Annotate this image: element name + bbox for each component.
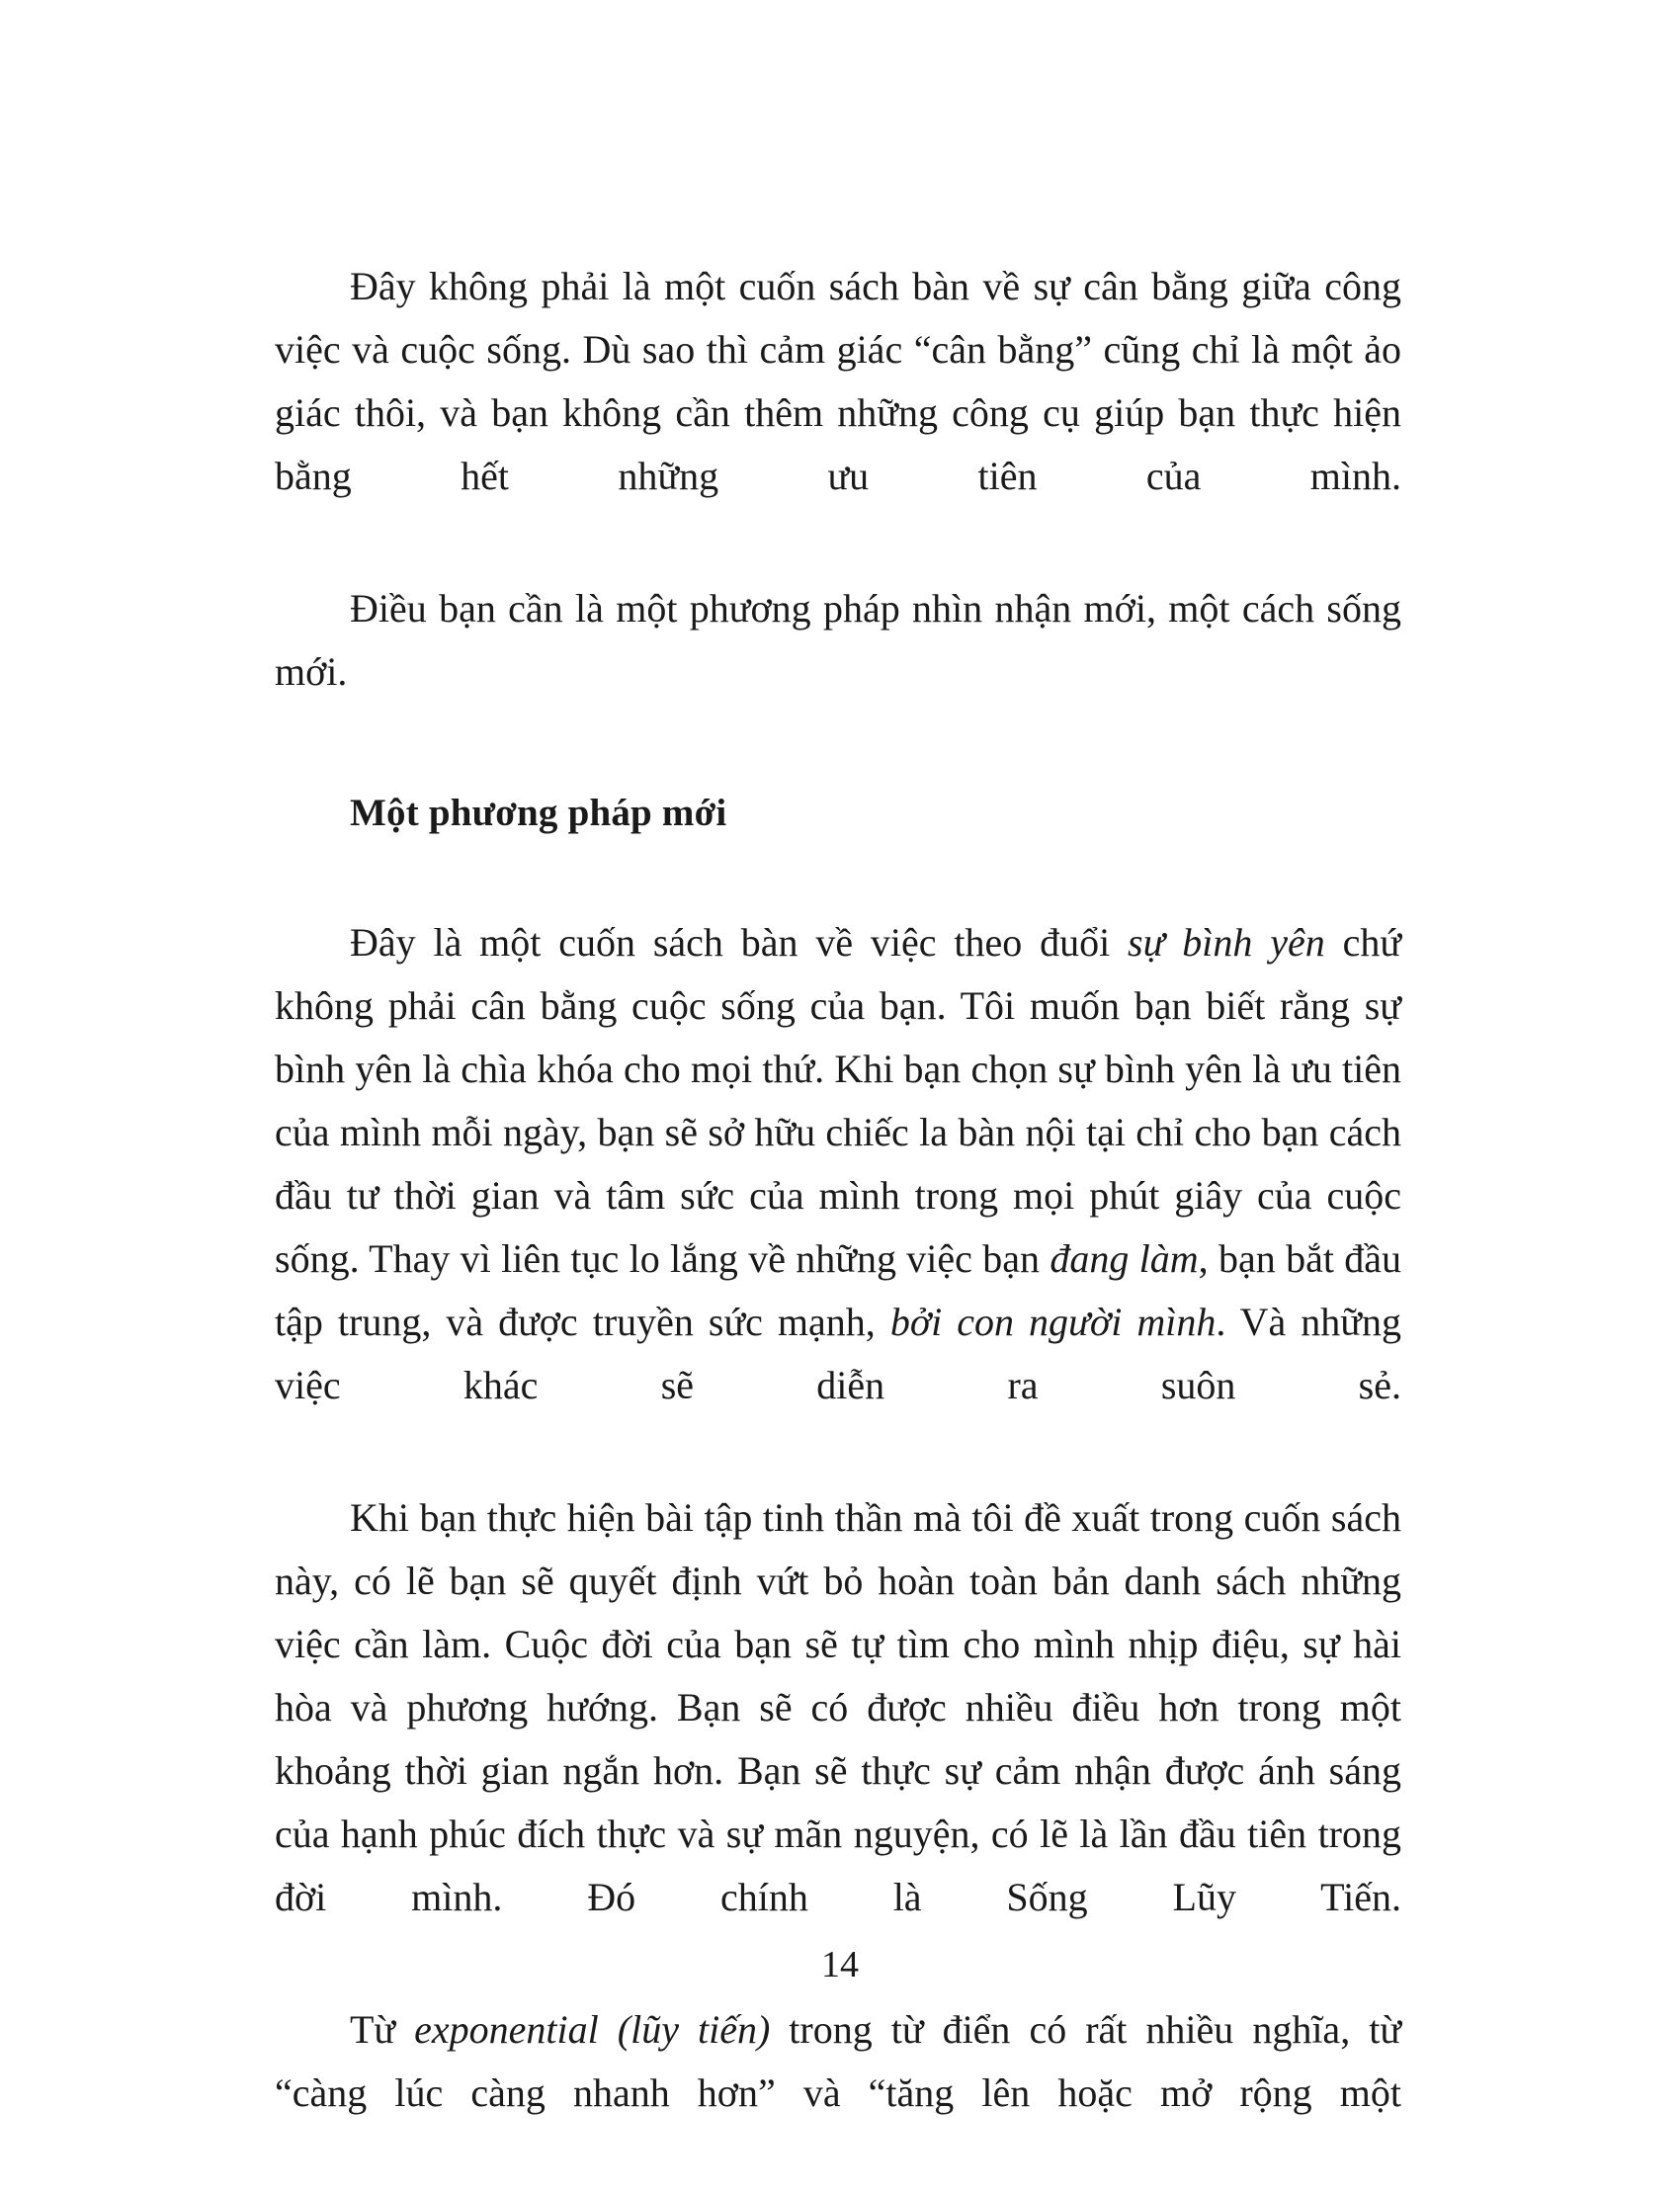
- paragraph-5: [275, 1998, 1401, 2188]
- paragraph-4: Khi bạn thực hiện bài tập tinh thần mà tôi đề xuất trong cuốn sách này, có lẽ bạn sẽ quyết định vứt bỏ hoàn toàn bản danh sách những việc cần làm. Cuộc đời của bạn sẽ tự tìm cho mình nhịp điệu, sự hài hòa và phương hướng. Bạn sẽ có được nhiều điều hơn trong một khoảng thời gian ngắn hơn. Bạn sẽ thực sự cảm nhận được ánh sáng của hạnh phúc đích thực và sự mãn nguyện, có lẽ là lần đầu tiên trong đời mình. Đó chính là Sống Lũy Tiến.: [275, 1495, 1401, 1919]
- paragraph-3: [275, 911, 1401, 1480]
- run-text: Từ: [350, 2007, 415, 2052]
- run-text: chứ không phải cân bằng cuộc sống của bạn. Tôi muốn bạn biết rằng sự bình yên là chìa khóa cho mọi thứ. Khi bạn chọn sự bình yên là ưu tiên của mình mỗi ngày, bạn sẽ sở hữu chiếc la bàn nội tại chỉ cho bạn cách đầu tư thời gian và tâm sức của mình trong mọi phút giây của cuộc sống. Thay vì liên tục lo lắng về những việc bạn: [275, 920, 1402, 1281]
- body-text-column: [275, 255, 1401, 2194]
- run-text: Đây là một cuốn sách bàn về việc theo đuổi: [350, 920, 1129, 965]
- run-text: . Và những việc khác sẽ diễn ra suôn sẻ.: [275, 1300, 1401, 1407]
- paragraph-2: Điều bạn cần là một phương pháp nhìn nhận mới, một cách sống mới.: [275, 586, 1401, 694]
- run-text: trong từ điển có rất nhiều nghĩa, từ “càng lúc càng nhanh hơn” và “tăng lên hoặc mở rộng một: [275, 2007, 1402, 2115]
- page-number: 14: [821, 1944, 859, 1985]
- run-italic: bởi con người mình: [889, 1300, 1217, 1344]
- run-italic: đang làm: [1050, 1236, 1199, 1281]
- run-italic: exponential (lũy tiến): [414, 2007, 771, 2052]
- paragraph-1: Đây không phải là một cuốn sách bàn về sự cân bằng giữa công việc và cuộc sống. Dù sao thì cảm giác “cân bằng” cũng chỉ là một ảo giác thôi, và bạn không cần thêm những công cụ giúp bạn thực hiện bằng hết những ưu tiên của mình.: [275, 264, 1401, 498]
- run-text: , bạn bắt đầu tập trung, và được truyền sức mạnh,: [275, 1236, 1402, 1344]
- run-italic: sự bình yên: [1128, 920, 1325, 965]
- subheading-1: Một phương pháp mới: [350, 792, 727, 834]
